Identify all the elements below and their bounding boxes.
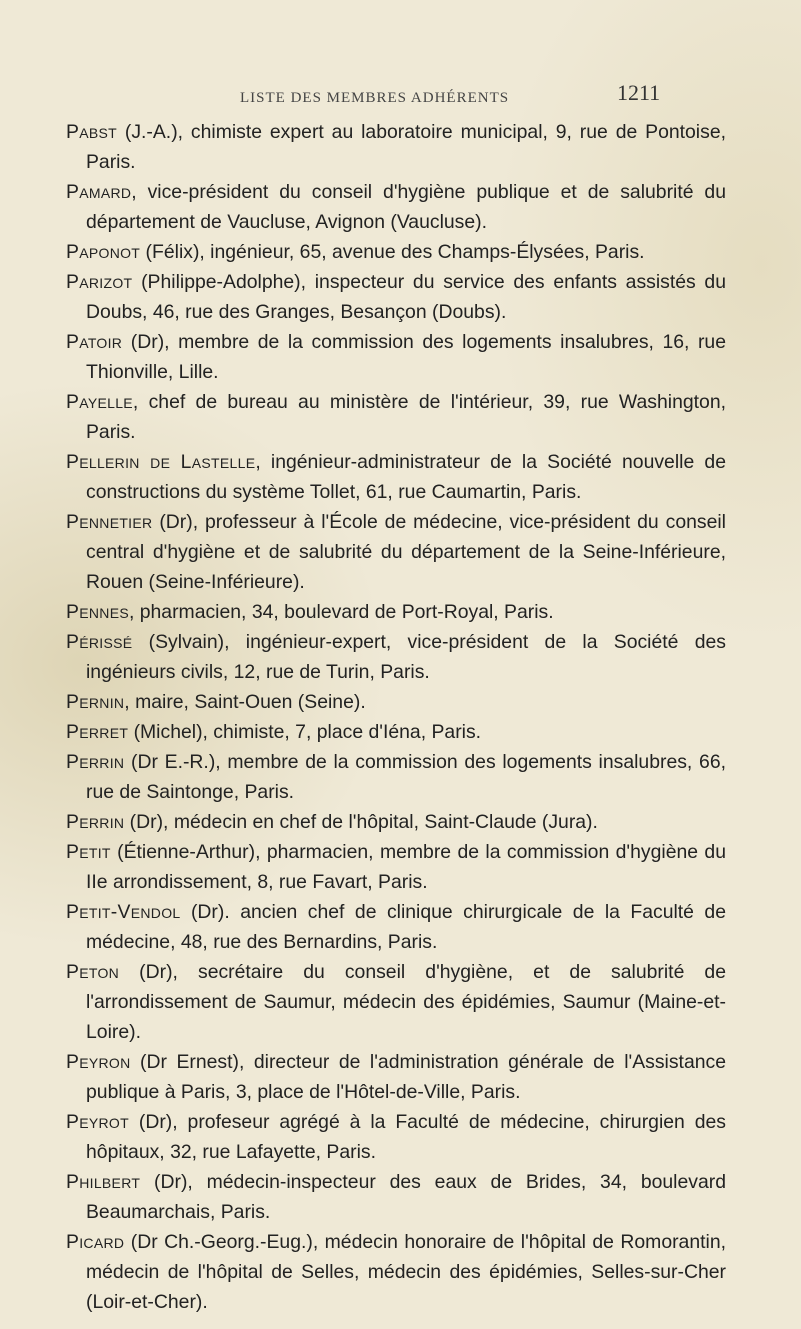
member-name: Payelle [66, 391, 133, 413]
list-item [66, 507, 726, 597]
member-details: (Dr), secrétaire du conseil d'hygiène, et de salubrité de l'arrondissement de Saumur, médecin des épidémies, Saumur (Maine-et-Loire). [86, 961, 726, 1043]
list-item [66, 897, 726, 957]
list-item [66, 597, 726, 627]
member-name: Philbert [66, 1171, 141, 1193]
list-item [66, 117, 726, 177]
member-details: (Dr), professeur à l'École de médecine, vice-président du conseil central d'hygiène et de salubrité du département de la Seine-Inférieure, Rouen (Seine-Inférieure). [86, 511, 726, 593]
list-item [66, 1047, 726, 1107]
member-name: Perrin [66, 811, 125, 833]
member-name: Périssé [66, 631, 133, 653]
member-name: Pabst [66, 121, 117, 143]
running-head: LISTE DES MEMBRES ADHÉRENTS [240, 90, 510, 106]
list-item [66, 387, 726, 447]
member-name: Patoir [66, 331, 123, 353]
list-item [66, 957, 726, 1047]
member-details: , maire, Saint-Ouen (Seine). [124, 691, 366, 713]
list-item [66, 1227, 726, 1317]
member-name: Pennes [66, 601, 129, 623]
member-name: Peton [66, 961, 120, 983]
member-details: (Sylvain), ingénieur-expert, vice-président de la Société des ingénieurs civils, 12, rue de Turin, Paris. [86, 631, 726, 683]
list-item [66, 237, 726, 267]
member-details: (Dr), profeseur agrégé à la Faculté de médecine, chirurgien des hôpitaux, 32, rue Lafayette, Paris. [86, 1111, 726, 1163]
list-item [66, 717, 726, 747]
list-item [66, 1167, 726, 1227]
list-item [66, 687, 726, 717]
member-details: (Michel), chimiste, 7, place d'Iéna, Paris. [128, 721, 482, 743]
member-details: (Dr Ernest), directeur de l'administration générale de l'Assistance publique à Paris, 3, place de l'Hôtel-de-Ville, Paris. [86, 1051, 726, 1103]
member-name: Picard [66, 1231, 125, 1253]
member-details: (Félix), ingénieur, 65, avenue des Champs-Élysées, Paris. [140, 241, 645, 263]
member-name: Pellerin de Lastelle [66, 451, 256, 473]
member-name: Peyrot [66, 1111, 129, 1133]
member-name: Perret [66, 721, 129, 743]
member-details: (Dr E.-R.), membre de la commission des logements insalubres, 66, rue de Saintonge, Paris. [86, 751, 726, 803]
member-name: Paponot [66, 241, 141, 263]
member-list [66, 117, 726, 1317]
member-name: Pennetier [66, 511, 153, 533]
list-item [66, 177, 726, 237]
list-item [66, 747, 726, 807]
member-details: (Dr). ancien chef de clinique chirurgicale de la Faculté de médecine, 48, rue des Bernardins, Paris. [86, 901, 726, 953]
member-details: (Philippe-Adolphe), inspecteur du service des enfants assistés du Doubs, 46, rue des Granges, Besançon (Doubs). [86, 271, 726, 323]
member-details: , chef de bureau au ministère de l'intérieur, 39, rue Washington, Paris. [86, 391, 726, 443]
member-name: Peyron [66, 1051, 131, 1073]
member-details: (Dr), membre de la commission des logements insalubres, 16, rue Thionville, Lille. [86, 331, 726, 383]
list-item [66, 627, 726, 687]
member-details: , ingénieur-administrateur de la Société nouvelle de constructions du système Tollet, 61, rue Caumartin, Paris. [86, 451, 726, 503]
page-number: 1211 [617, 80, 661, 105]
member-name: Parizot [66, 271, 133, 293]
member-name: Petit [66, 841, 111, 863]
member-details: (Dr), médecin-inspecteur des eaux de Brides, 34, boulevard Beaumarchais, Paris. [86, 1171, 726, 1223]
list-item [66, 807, 726, 837]
member-details: , vice-président du conseil d'hygiène publique et de salubrité du département de Vaucluse, Avignon (Vaucluse). [86, 181, 726, 233]
list-item [66, 267, 726, 327]
member-name: Perrin [66, 751, 125, 773]
member-name: Pamard [66, 181, 132, 203]
member-details: , pharmacien, 34, boulevard de Port-Royal, Paris. [128, 601, 554, 623]
list-item [66, 837, 726, 897]
list-item [66, 447, 726, 507]
member-details: (J.-A.), chimiste expert au laboratoire municipal, 9, rue de Pontoise, Paris. [86, 121, 726, 173]
list-item [66, 1107, 726, 1167]
member-details: (Dr Ch.-Georg.-Eug.), médecin honoraire de l'hôpital de Romorantin, médecin de l'hôpital de Selles, médecin des épidémies, Selles-sur-Cher (Loir-et-Cher). [86, 1231, 726, 1313]
list-item [66, 327, 726, 387]
member-name: Petit-Vendol [66, 901, 181, 923]
page-header [0, 80, 801, 112]
member-name: Pernin [66, 691, 125, 713]
member-details: (Dr), médecin en chef de l'hôpital, Saint-Claude (Jura). [124, 811, 598, 833]
member-details: (Étienne-Arthur), pharmacien, membre de la commission d'hygiène du IIe arrondissement, 8, rue Favart, Paris. [86, 841, 726, 893]
